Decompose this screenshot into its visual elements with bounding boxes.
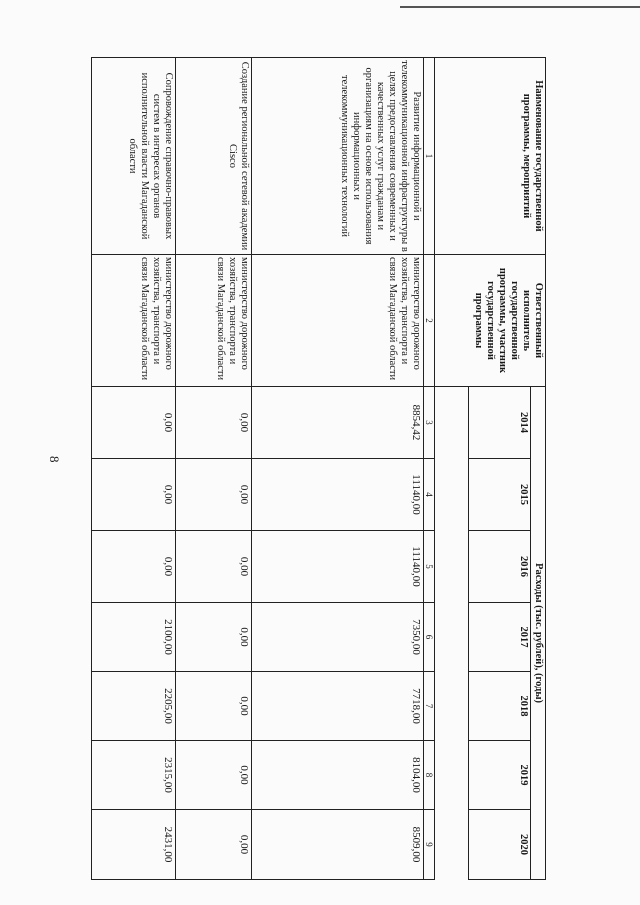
row-value: 2431,00 (92, 810, 176, 880)
row-value: 7350,00 (252, 603, 424, 672)
header-year: 2020 (468, 810, 530, 880)
header-executor: Ответственный исполнитель государственной программы, участник государственной программы (435, 255, 546, 387)
row-executor: министерство дорожного хозяйства, транспорта и связи Магаданской области (92, 255, 176, 387)
row-value: 11140,00 (252, 459, 424, 531)
row-name: Создание региональной сетевой академии Cisco (176, 58, 252, 255)
rotated-table-frame (91, 57, 546, 879)
row-value: 0,00 (92, 387, 176, 459)
row-executor: министерство дорожного хозяйства, транспорта и связи Магаданской области (252, 255, 424, 387)
column-number: 6 (424, 603, 435, 672)
row-value: 2100,00 (92, 603, 176, 672)
header-expenses: Расходы (тыс. рублей), (годы) (530, 387, 545, 880)
budget-table (91, 57, 546, 880)
row-value: 0,00 (176, 531, 252, 603)
row-value: 0,00 (176, 459, 252, 531)
header-year: 2019 (468, 741, 530, 810)
row-value: 0,00 (176, 810, 252, 880)
row-value: 8854,42 (252, 387, 424, 459)
column-number: 4 (424, 459, 435, 531)
table-row (176, 58, 252, 880)
row-name: Сопровождение справочно-правовых систем в интересах органов исполнительной власти Магаданской области (92, 58, 176, 255)
row-value: 0,00 (176, 741, 252, 810)
row-value: 8509,00 (252, 810, 424, 880)
row-value: 8104,00 (252, 741, 424, 810)
column-number: 1 (424, 58, 435, 255)
table-row (92, 58, 176, 880)
page-number: 8 (47, 456, 62, 463)
column-number: 8 (424, 741, 435, 810)
row-value: 11140,00 (252, 531, 424, 603)
column-number: 3 (424, 387, 435, 459)
column-number: 9 (424, 810, 435, 880)
row-value: 2315,00 (92, 741, 176, 810)
header-year: 2017 (468, 603, 530, 672)
header-year: 2014 (468, 387, 530, 459)
row-name: Развитие информационной и телекоммуникационной инфраструктуры в целях предоставления современных и качественных услуг гражданам и организациям на основе использования информационных и телекоммуникационных технологий (252, 58, 424, 255)
row-value: 7718,00 (252, 672, 424, 741)
row-executor: министерство дорожного хозяйства, транспорта и связи Магаданской области (176, 255, 252, 387)
row-value: 0,00 (176, 603, 252, 672)
row-value: 0,00 (176, 387, 252, 459)
column-number-row (424, 58, 435, 880)
column-number: 5 (424, 531, 435, 603)
header-year: 2016 (468, 531, 530, 603)
row-value: 0,00 (92, 459, 176, 531)
row-value: 0,00 (176, 672, 252, 741)
row-value: 0,00 (92, 531, 176, 603)
row-value: 2205,00 (92, 672, 176, 741)
column-number: 7 (424, 672, 435, 741)
column-number: 2 (424, 255, 435, 387)
header-name: Наименование государственной программы, мероприятий (435, 58, 546, 255)
table-row (252, 58, 424, 880)
header-year: 2015 (468, 459, 530, 531)
header-year: 2018 (468, 672, 530, 741)
scan-edge-line (400, 6, 640, 8)
